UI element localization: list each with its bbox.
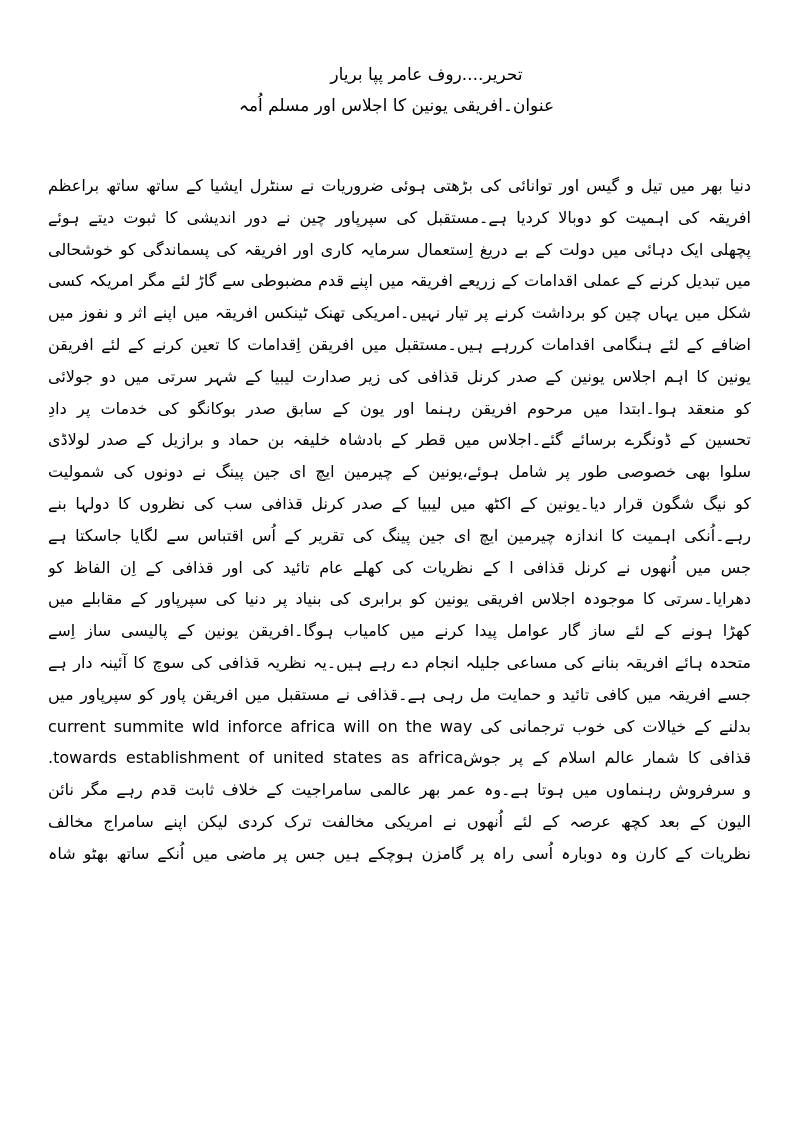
body-line: یونین کا اہم اجلاس یونین کے صدر کرنل قذافی کی زیر صدارت لیبیا کے شہر سرتی میں دو جولائی	[48, 366, 751, 386]
body-line: الیون کے بعد کچھ عرصہ کے لئے اُنھوں نے امریکی مخالفت ترک کردی لیکن اپنے سامراج مخالف	[48, 811, 751, 831]
article-body	[48, 170, 751, 870]
body-line: .towards establishment of united states as africaقذافی کا شمار عالم اسلام کے پر جوش	[48, 748, 751, 768]
body-line: جس میں اُنھوں نے کرنل قذافی ا کے نظریات کی کھلے عام تائید کی اور قذافی کے اِن الفاظ کو	[48, 557, 751, 577]
body-line: نظریات کے کارن وہ دوبارہ اُسی راہ پر گامزن ہوچکے ہیں جس پر ماضی میں اُنکے ساتھ بھٹو شاہ	[48, 843, 751, 863]
body-line: اضافے کے لئے ہنگامی اقدامات کررہے ہیں۔مستقبل میں افریقن اِقدامات کا تعین کرنے کے لئے افریقن	[48, 334, 751, 354]
body-line: دنیا بھر میں تیل و گیس اور توانائی کی بڑھتی ہوئی ضروریات نے سنٹرل ایشیا کے ساتھ ساتھ براعظم	[48, 176, 751, 195]
body-line: جسے افریقہ میں کافی تائید و حمایت مل رہی ہے۔قذافی نے مستقبل میں افریقن پاور کو سپرپاور میں	[48, 684, 751, 704]
body-line: پچھلی ایک دہائی میں دولت کے بے دریغ اِستعمال سرمایہ کاری اور افریقہ کی پسماندگی کو خوشحالی	[48, 239, 751, 259]
body-line: بدلنے کے خیالات کی خوب ترجمانی کی current summite wld inforce africa will on the way	[48, 716, 751, 736]
body-line: دھرایا۔سرتی کا موجودہ اجلاس افریقی یونین کو برابری کی بنیاد پر دنیا کی سپرپاور کے مقابلے میں	[48, 589, 751, 609]
body-line: شکل میں یہاں چین کو برداشت کرنے پر تیار نہیں۔امریکی تھنک ٹینکس افریقہ میں اپنے اثر و نفوز میں	[48, 303, 751, 323]
body-line: افریقہ کی اہمیت کو دوبالا کردیا ہے۔مستقبل کی سپرپاور چین نے دور اندیشی کا ثبوت دیتے ہوئے	[48, 207, 751, 227]
body-line: رہے۔اُنکی اہمیت کا اندازہ چیرمین ایچ ای جین پینگ کی تقریر کے اُس اقتباس سے لگایا جاسکتا ہے	[48, 525, 751, 545]
body-line: تحسین کے ڈونگرے برسائے گئے۔اجلاس میں قطر کے بادشاہ خلیفہ بن حماد و برازیل کے صدر لولاڈی	[48, 430, 751, 450]
body-line: و سرفروش رہنماوں میں ہوتا ہے۔وہ عمر بھر عالمی سامراجیت کے خلاف ثابت قدم رہے مگر نائن	[48, 780, 751, 800]
body-line: سلوا بھی خصوصی طور پر شامل ہوئے،یونین کے چیرمین ایچ ای جین پینگ نے دونوں کی شمولیت	[48, 462, 751, 482]
article-title: عنوان۔افریقی یونین کا اجلاس اور مسلم اُمہ	[238, 96, 555, 116]
body-line: کو منعقد ہوا۔ابتدا میں مرحوم افریقن رہنما اور یون کے سابق صدر بوکانگو کی خدمات پر دادِ	[48, 398, 751, 418]
body-line: کو نیگ شگون قرار دیا۔یونین کے اکٹھ میں لیبیا کے صدر کرنل قذافی سب کی نظروں کا دولہا بنے	[48, 493, 751, 513]
body-line: کھڑا ہونے کے لئے ساز گار عوامل پیدا کرنے میں کامیاب ہوگا۔افریقن یونین کے پالیسی ساز اِسے	[48, 621, 751, 641]
author-line: تحریر....روف عامر پپا بریار	[330, 65, 523, 85]
body-line: میں تبدیل کرنے کے عملی اقدامات کے زریعے افریقہ میں اپنے قدم مضبوطی سے گاڑ لئے مگر امریکہ کسی	[48, 271, 751, 291]
body-line: متحدہ ہائے افریقہ بنانے کی مساعی جلیلہ انجام دے رہے ہیں۔یہ نظریہ قذافی کی سوچ کا آئینہ دار ہے	[48, 652, 751, 672]
